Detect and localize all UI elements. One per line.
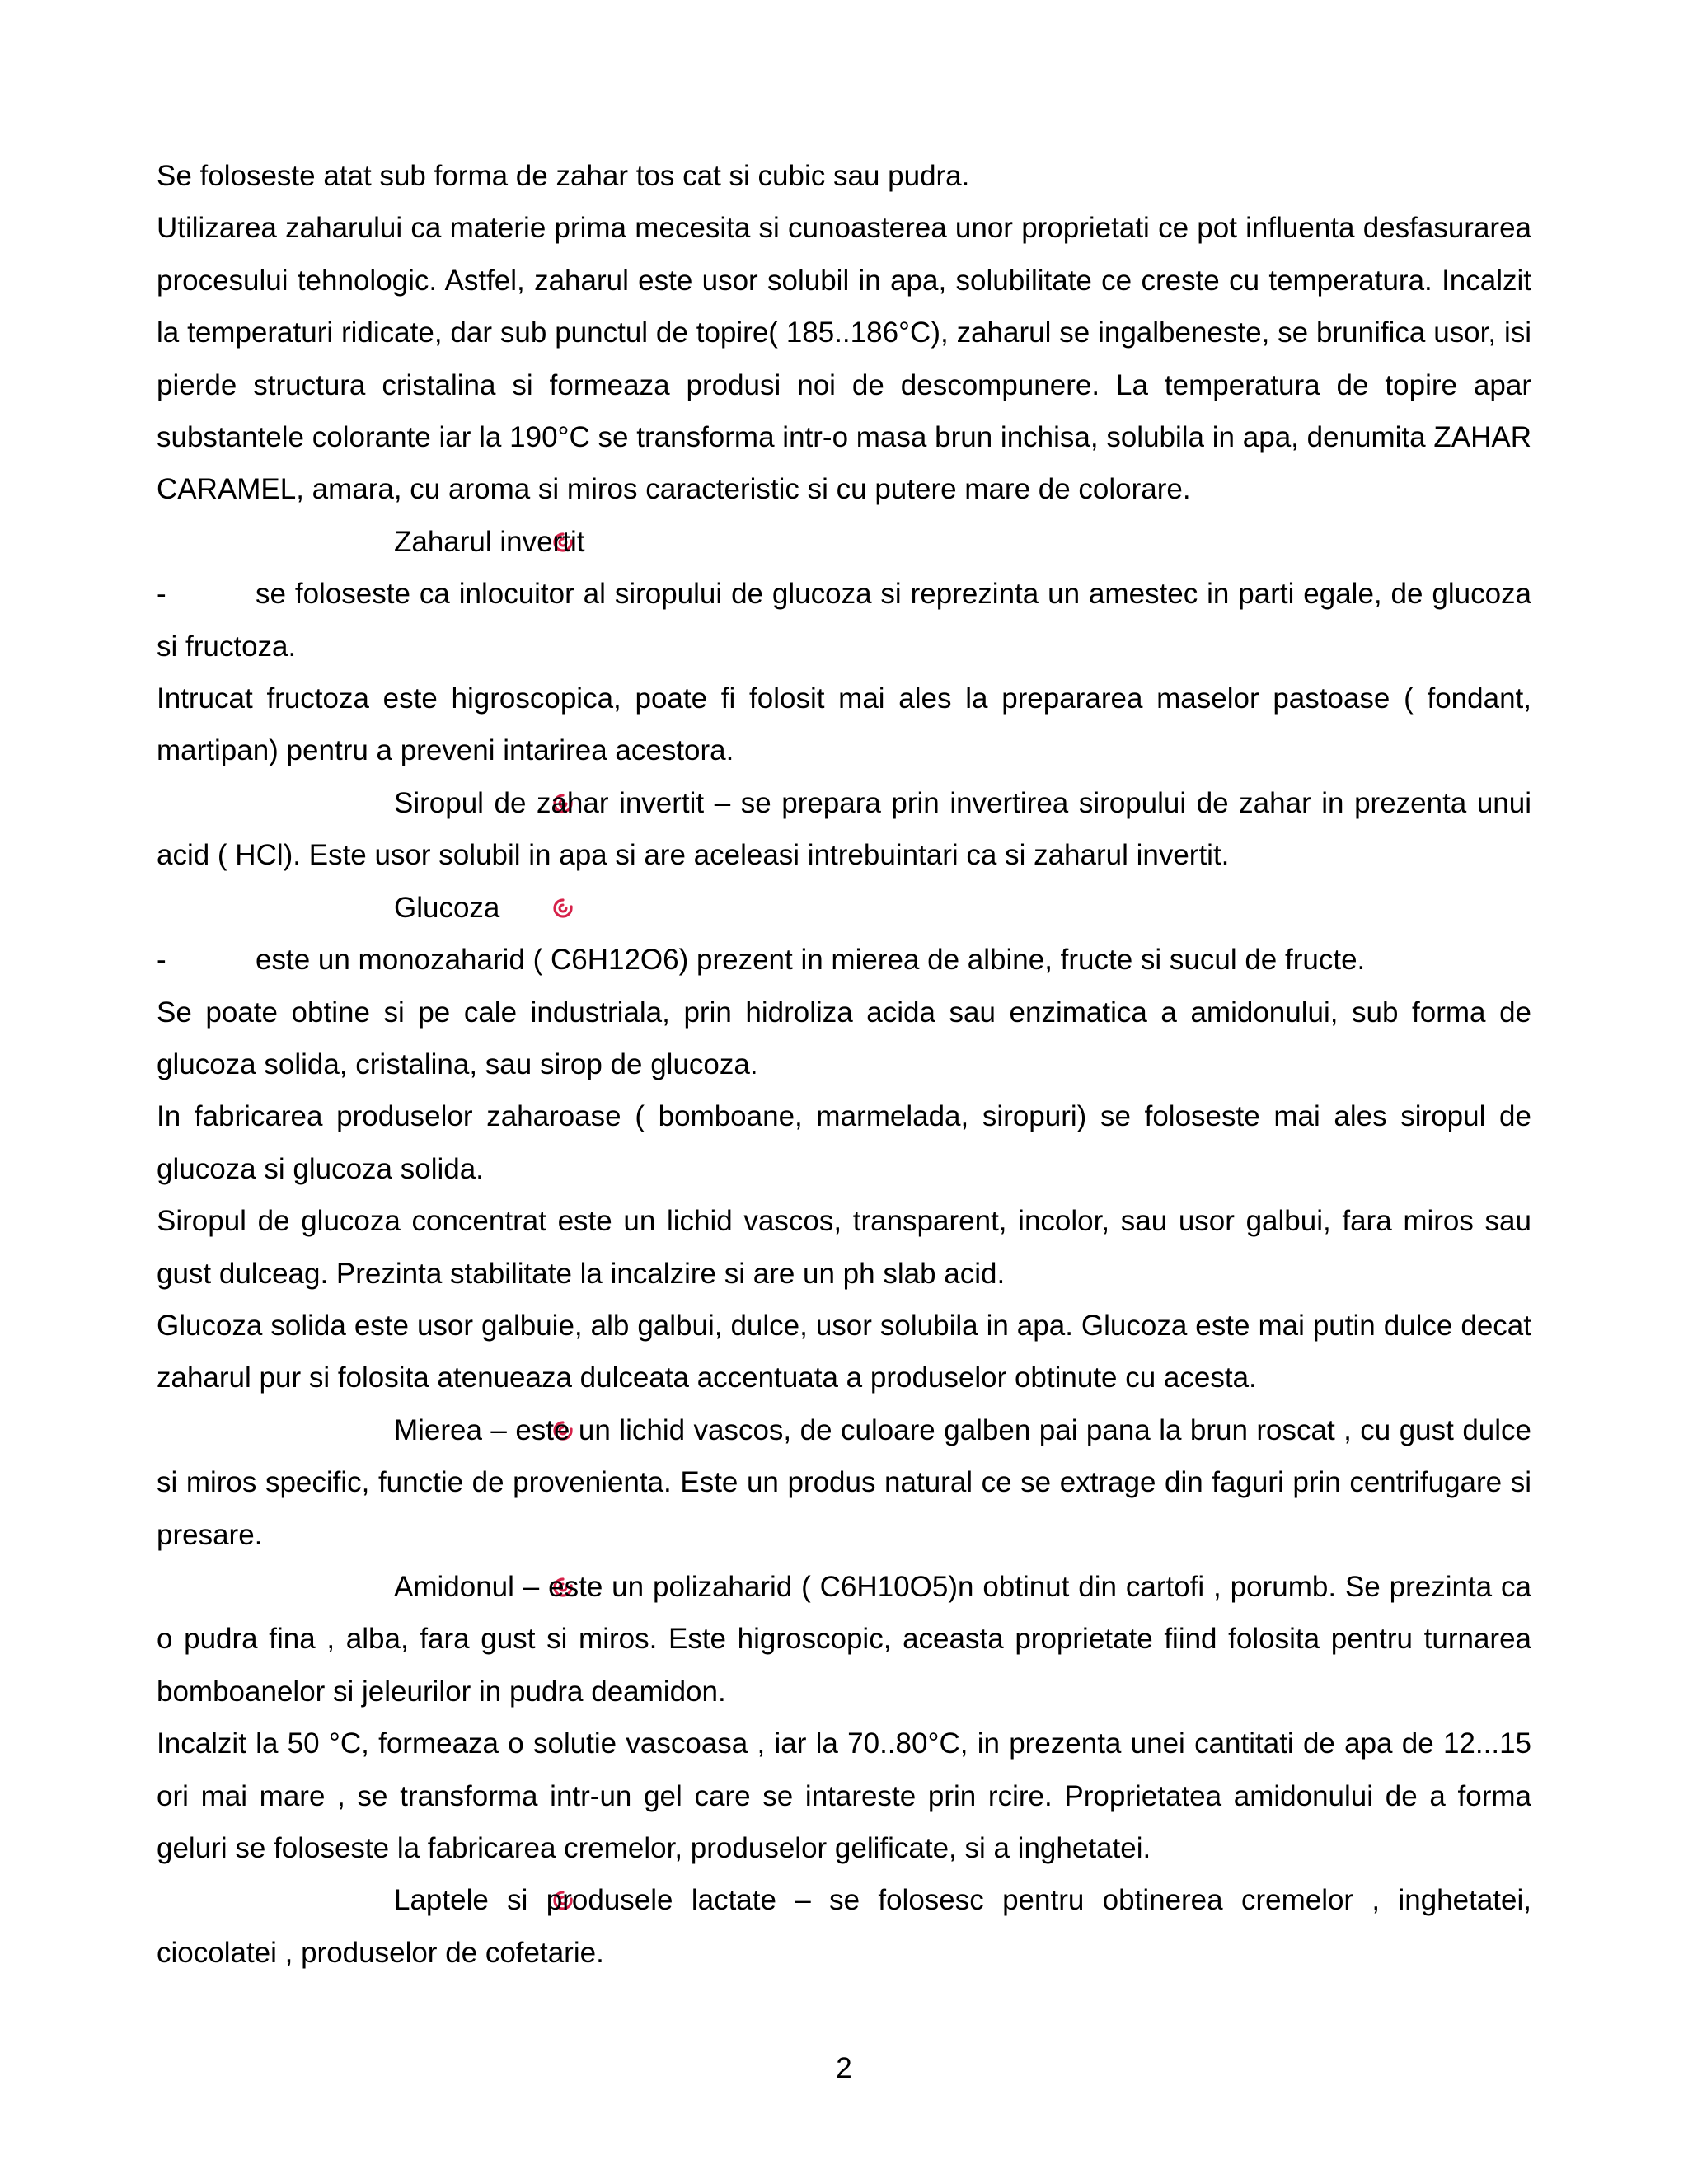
paragraph: Glucoza solida este usor galbuie, alb galbui, dulce, usor solubila in apa. Glucoza este mai putin dulce decat zaharul pur si folosita atenueaza dulceata accentuata a produselor obtinute cu acesta. [157, 1309, 1531, 1394]
swirl-bullet-icon [354, 518, 376, 539]
dash-marker: - [157, 944, 166, 977]
dash-item [157, 934, 1531, 986]
swirl-bullet-icon [354, 1563, 376, 1584]
dash-text: se foloseste ca inlocuitor al siropului de glucoza si reprezinta un amestec in parti egale, de glucoza si fructoza. [157, 578, 1531, 663]
bullet-item [157, 1561, 1531, 1718]
swirl-bullet-icon [354, 883, 376, 905]
bullet-text: Mierea – este un lichid vascos, de culoare galben pai pana la brun roscat , cu gust dulce si miros specific, functie de provenienta. Este un produs natural ce se extrage din faguri prin centrifugare si presare. [157, 1413, 1531, 1551]
bullet-item [157, 1874, 1531, 1979]
swirl-bullet-icon [354, 1406, 376, 1427]
swirl-bullet-icon [354, 779, 376, 800]
paragraph: Utilizarea zaharului ca materie prima mecesita si cunoasterea unor proprietati ce pot influenta desfasurarea procesului tehnologic. Astfel, zaharul este usor solubil in apa, solubilitate ce creste cu temperatura. Incalzit la temperaturi ridicate, dar sub punctul de topire( 185..186°C), zaharul se ingalbeneste, se brunifica usor, isi pierde structura cristalina si formeaza produsi noi de descompunere. La temperatura de topire apar substantele colorante iar la 190°C se transforma intr-o masa brun inchisa, solubila in apa, denumita ZAHAR CARAMEL, amara, cu aroma si miros caracteristic si cu putere mare de colorare. [157, 212, 1531, 506]
dash-item [157, 568, 1531, 673]
paragraph: Siropul de glucoza concentrat este un lichid vascos, transparent, incolor, sau usor galbui, fara miros sau gust dulceag. Prezinta stabilitate la incalzire si are un ph slab acid. [157, 1205, 1531, 1290]
bullet-text: Zaharul invertit [394, 525, 585, 558]
document-body [157, 150, 1531, 1979]
bullet-item [157, 1404, 1531, 1561]
bullet-text: Glucoza [394, 891, 500, 924]
paragraph: Incalzit la 50 °C, formeaza o solutie vascoasa , iar la 70..80°C, in prezenta unei cantitati de apa de 12...15 ori mai mare , se transforma intr-un gel care se intareste prin rcire. Proprietatea amidonului de a forma geluri se foloseste la fabricarea cremelor, produselor gelificate, si a inghetatei. [157, 1727, 1531, 1864]
paragraph: Intrucat fructoza este higroscopica, poate fi folosit mai ales la prepararea maselor pastoase ( fondant, martipan) pentru a preveni intarirea acestora. [157, 682, 1531, 767]
dash-marker: - [157, 578, 166, 611]
bullet-item [157, 882, 1531, 934]
bullet-item [157, 516, 1531, 568]
page-number: 2 [836, 2052, 852, 2084]
swirl-bullet-icon [354, 1876, 376, 1897]
bullet-text: Amidonul – este un polizaharid ( C6H10O5)n obtinut din cartofi , porumb. Se prezinta ca o pudra fina , alba, fara gust si miros. Este higroscopic, aceasta proprietate fiind folosita pentru turnarea bomboanelor si jeleurilor in pudra deamidon. [157, 1570, 1531, 1708]
bullet-text: Siropul de zahar invertit – se prepara prin invertirea siropului de zahar in prezenta unui acid ( HCl). Este usor solubil in apa si are aceleasi intrebuintari ca si zaharul invertit. [157, 786, 1531, 872]
paragraph: Se foloseste atat sub forma de zahar tos cat si cubic sau pudra. [157, 160, 970, 192]
bullet-item [157, 777, 1531, 882]
bullet-text: Laptele si produsele lactate – se folosesc pentru obtinerea cremelor , inghetatei, ciocolatei , produselor de cofetarie. [157, 1884, 1531, 1969]
paragraph: In fabricarea produselor zaharoase ( bomboane, marmelada, siropuri) se foloseste mai ales siropul de glucoza si glucoza solida. [157, 1100, 1531, 1185]
dash-text: este un monozaharid ( C6H12O6) prezent in mierea de albine, fructe si sucul de fructe. [256, 944, 1366, 977]
paragraph: Se poate obtine si pe cale industriala, prin hidroliza acida sau enzimatica a amidonului, sub forma de glucoza solida, cristalina, sau sirop de glucoza. [157, 996, 1531, 1080]
